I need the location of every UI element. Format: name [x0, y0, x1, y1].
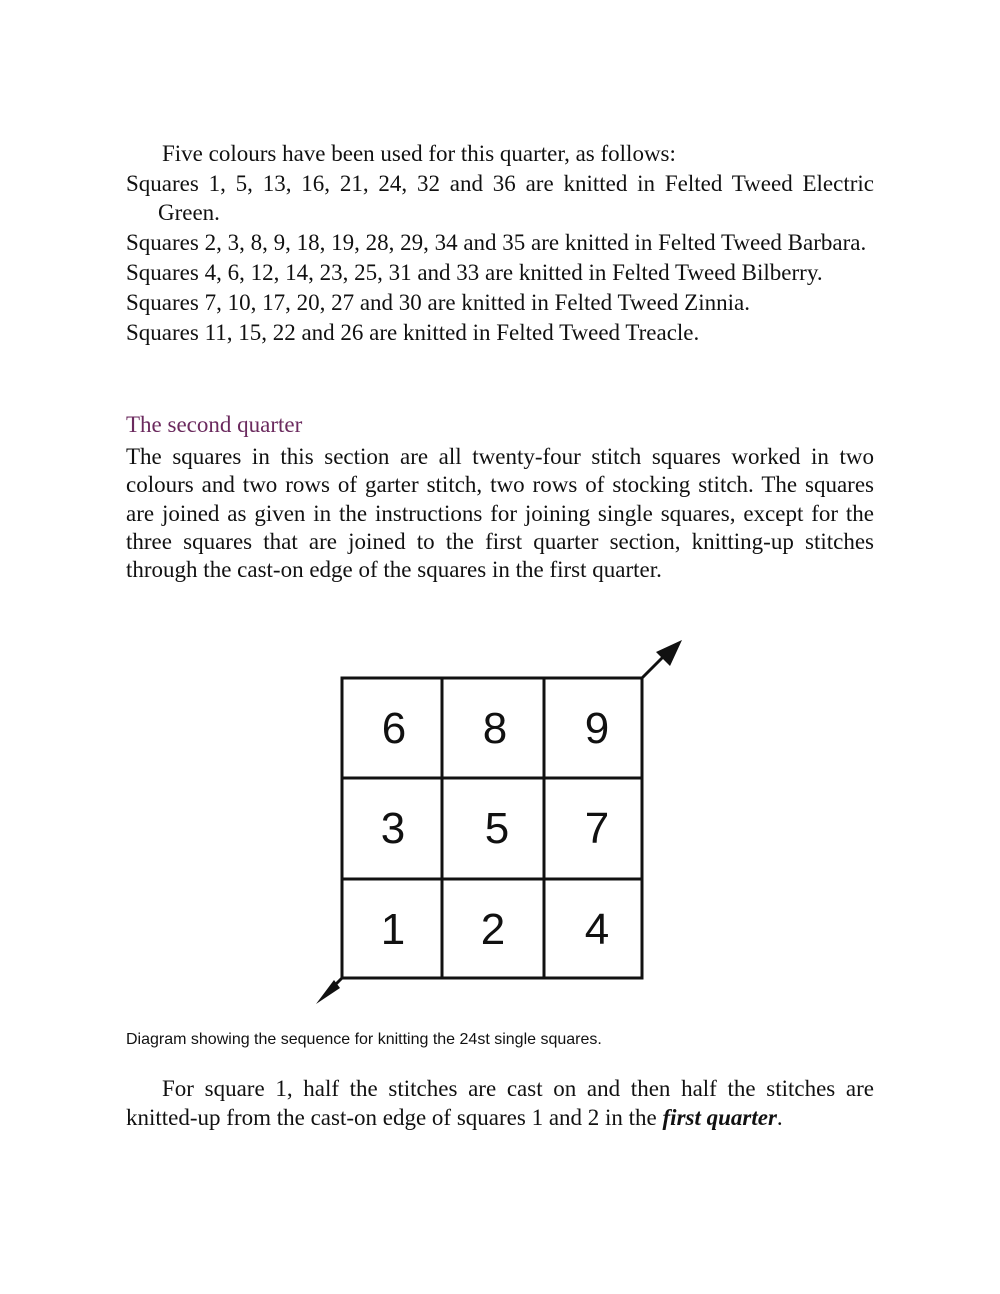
closing-end: .: [776, 1104, 783, 1130]
diagram-svg: [300, 630, 700, 1010]
grid-cell-number: 7: [584, 804, 610, 853]
colour-list: [126, 170, 874, 349]
grid-cell-number: 9: [584, 704, 610, 753]
grid-cell-number: 4: [584, 905, 610, 954]
section-heading: The second quarter: [126, 412, 303, 437]
square-sequence-diagram: [300, 630, 700, 1010]
intro-paragraph: Five colours have been used for this quarter, as follows:: [162, 141, 676, 166]
closing-emphasis: first quarter: [662, 1104, 777, 1130]
colour-list-item: Squares 11, 15, 22 and 26 are knitted in Felted Tweed Treacle.: [126, 319, 700, 345]
grid-cell-number: 8: [482, 704, 508, 753]
grid-cell-number: 6: [381, 704, 407, 753]
top-right-arrow-icon: [642, 640, 682, 678]
colour-list-item: Squares 4, 6, 12, 14, 23, 25, 31 and 33 are knitted in Felted Tweed Bilberry.: [126, 259, 823, 285]
grid-cell-number: 5: [484, 804, 510, 853]
diagram-caption: Diagram showing the sequence for knitting the 24st single squares.: [126, 1031, 602, 1048]
colour-list-item: Squares 2, 3, 8, 9, 18, 19, 28, 29, 34 and 35 are knitted in Felted Tweed Barbara.: [126, 229, 867, 255]
grid-cell-number: 2: [480, 905, 506, 954]
colour-list-item: Squares 1, 5, 13, 16, 21, 24, 32 and 36 are knitted in Felted Tweed Electric Green.: [126, 171, 874, 225]
grid-cell-number: 3: [380, 804, 406, 853]
colour-list-item: Squares 7, 10, 17, 20, 27 and 30 are knitted in Felted Tweed Zinnia.: [126, 289, 750, 315]
grid-cell-number: 1: [380, 905, 406, 954]
closing-text: For square 1, half the stitches are cast on and then half the stitches are knitted-up from the cast-on edge of squares 1 and 2 in the: [126, 1076, 874, 1130]
bottom-left-arrow-icon: [316, 978, 342, 1004]
section-body: The squares in this section are all twenty-four stitch squares worked in two colours and two rows of garter stitch, two rows of stocking stitch. The squares are joined as given in the instructions for joining single squares, except for the three squares that are joined to the first quarter section, knitting-up stitches through the cast-on edge of the squares in the first quarter.: [126, 444, 874, 583]
closing-paragraph: [126, 1075, 874, 1132]
